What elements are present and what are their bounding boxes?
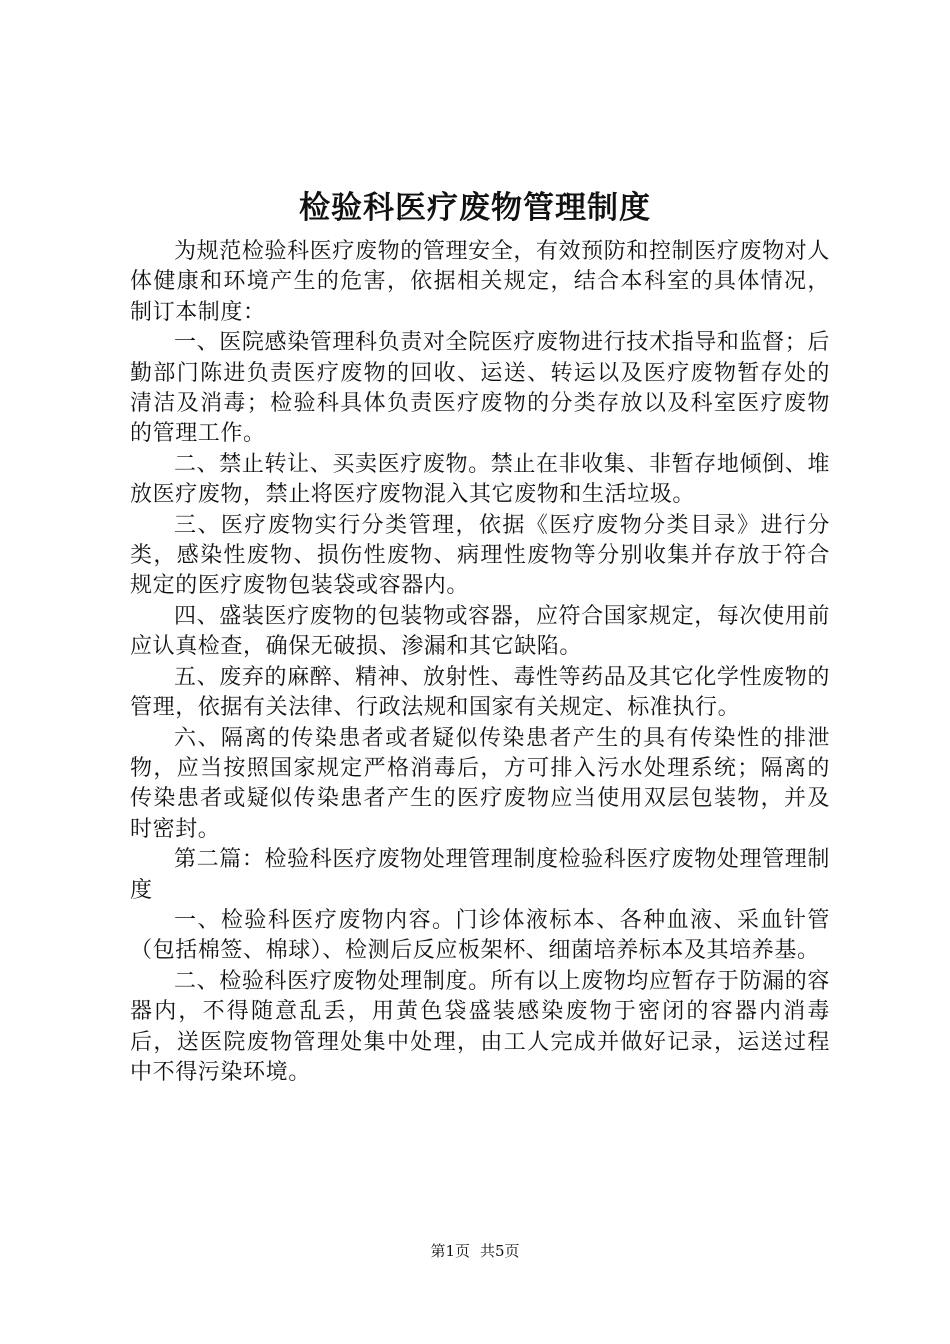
paragraph-item-6: 六、隔离的传染患者或者疑似传染患者产生的具有传染性的排泄物，应当按照国家规定严格消毒后，方可排入污水处理系统；隔离的传染患者或疑似传染患者产生的医疗废物应当使用双层包装物，并及时密封。	[130, 725, 830, 842]
document-title: 检验科医疗废物管理制度	[299, 190, 651, 226]
paragraph-second-item-1: 一、检验科医疗废物内容。门诊体液标本、各种血液、采血针管（包括棉签、棉球）、检测后反应板架杯、细菌培养标本及其培养基。	[130, 907, 830, 964]
page-total: 共5页	[480, 1242, 520, 1260]
paragraph-intro: 为规范检验科医疗废物的管理安全，有效预防和控制医疗废物对人体健康和环境产生的危害，依据相关规定，结合本科室的具体情况，制订本制度：	[130, 239, 830, 325]
document-body	[130, 237, 830, 1088]
paragraph-item-5: 五、废弃的麻醉、精神、放射性、毒性等药品及其它化学性废物的管理，依据有关法律、行政法规和国家有关规定、标准执行。	[130, 664, 830, 721]
paragraph-item-3: 三、医疗废物实行分类管理，依据《医疗废物分类目录》进行分类，感染性废物、损伤性废物、病理性废物等分别收集并存放于符合规定的医疗废物包装袋或容器内。	[130, 512, 830, 599]
paragraph-second-item-2: 二、检验科医疗废物处理制度。所有以上废物均应暂存于防漏的容器内，不得随意乱丢，用黄色袋盛装感染废物于密闭的容器内消毒后，送医院废物管理处集中处理，由工人完成并做好记录，运送过程中不得污染环境。	[130, 968, 830, 1085]
paragraph-item-2: 二、禁止转让、买卖医疗废物。禁止在非收集、非暂存地倾倒、堆放医疗废物，禁止将医疗废物混入其它废物和生活垃圾。	[130, 451, 830, 508]
page-number: 第1页	[430, 1242, 470, 1260]
paragraph-item-1: 一、医院感染管理科负责对全院医疗废物进行技术指导和监督；后勤部门陈进负责医疗废物的回收、运送、转运以及医疗废物暂存处的清洁及消毒；检验科具体负责医疗废物的分类存放以及科室医疗废物的管理工作。	[130, 330, 830, 447]
paragraph-item-4: 四、盛装医疗废物的包装物或容器，应符合国家规定，每次使用前应认真检查，确保无破损、渗漏和其它缺陷。	[130, 603, 830, 660]
page-footer	[0, 1240, 950, 1262]
paragraph-second-section-heading: 第二篇：检验科医疗废物处理管理制度检验科医疗废物处理管理制度	[130, 847, 830, 903]
